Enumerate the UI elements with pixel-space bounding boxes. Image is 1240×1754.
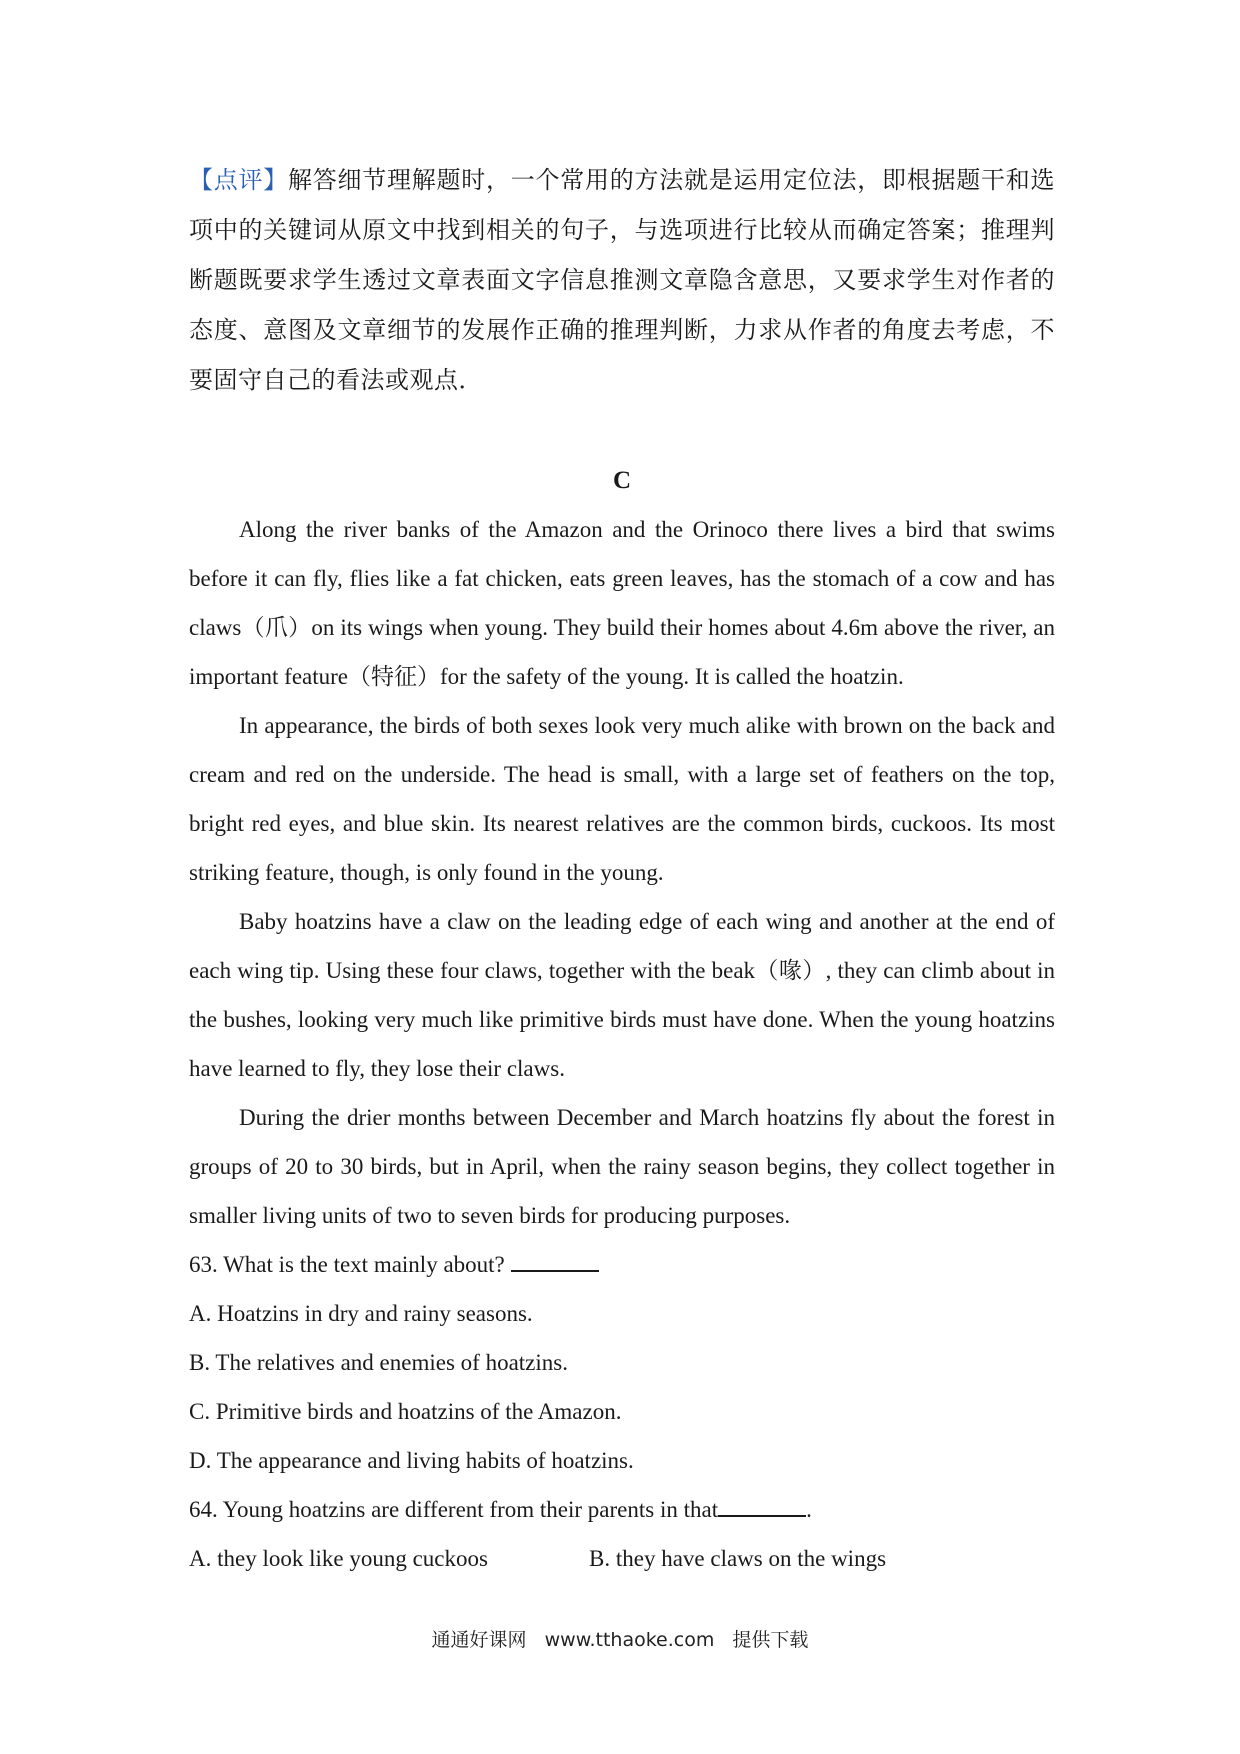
page-content [189,155,1055,1583]
question-64-stem: 64. Young hoatzins are different from their parents in that [189,1497,719,1522]
comment-text: 解答细节理解题时，一个常用的方法就是运用定位法，即根据题干和选项中的关键词从原文中找到相关的句子，与选项进行比较从而确定答案；推理判断题既要求学生透过文章表面文字信息推测文章隐含意思，又要求学生对作者的态度、意图及文章细节的发展作正确的推理判断，力求从作者的角度去考虑，不要固守自己的看法或观点． [189,166,1055,394]
footer-suffix: 提供下载 [732,1629,809,1651]
question-63 [189,1240,1055,1289]
question-64-option-b: B. they have claws on the wings [589,1546,887,1571]
question-64-option-a: A. they look like young cuckoos [189,1546,488,1571]
question-64-options [189,1534,1055,1583]
question-63-option-a: A. Hoatzins in dry and rainy seasons. [189,1301,533,1326]
question-63-option-d: D. The appearance and living habits of hoatzins. [189,1448,634,1473]
footer-site-name: 通通好课网 [431,1629,527,1651]
comment-paragraph [189,155,1055,405]
comment-tag: 【点评】 [189,166,288,194]
section-title: C [612,467,632,494]
answer-blank [718,1493,806,1517]
page-footer [0,1625,1240,1652]
passage-paragraph-1: Along the river banks of the Amazon and the Orinoco there lives a bird that swims before it can fly, flies like a fat chicken, eats green leaves, has the stomach of a cow and has claws（爪）on its wings when young. They build their homes about 4.6m above the river, an important feature（特征）for the safety of the young. It is called the hoatzin. [189,517,1055,689]
footer-url: www.tthaoke.com [544,1629,715,1651]
answer-blank [511,1248,599,1272]
question-64 [189,1485,1055,1534]
passage-paragraph-4: During the drier months between December and March hoatzins fly about the forest in groups of 20 to 30 birds, but in April, when the rainy season begins, they collect together in smaller living units of two to seven birds for producing purposes. [189,1105,1055,1228]
question-63-option-b: B. The relatives and enemies of hoatzins. [189,1350,568,1375]
passage-paragraph-2: In appearance, the birds of both sexes look very much alike with brown on the back and cream and red on the underside. The head is small, with a large set of feathers on the top, bright red eyes, and blue skin. Its nearest relatives are the common birds, cuckoos. Its most striking feature, though, is only found in the young. [189,713,1055,885]
question-63-option-c: C. Primitive birds and hoatzins of the Amazon. [189,1399,622,1424]
passage-paragraph-3: Baby hoatzins have a claw on the leading edge of each wing and another at the end of each wing tip. Using these four claws, together with the beak（喙）, they can climb about in the bushes, looking very much like primitive birds must have done. When the young hoatzins have learned to fly, they lose their claws. [189,909,1055,1081]
question-64-end: . [806,1497,812,1522]
question-63-stem: 63. What is the text mainly about? [189,1252,505,1277]
